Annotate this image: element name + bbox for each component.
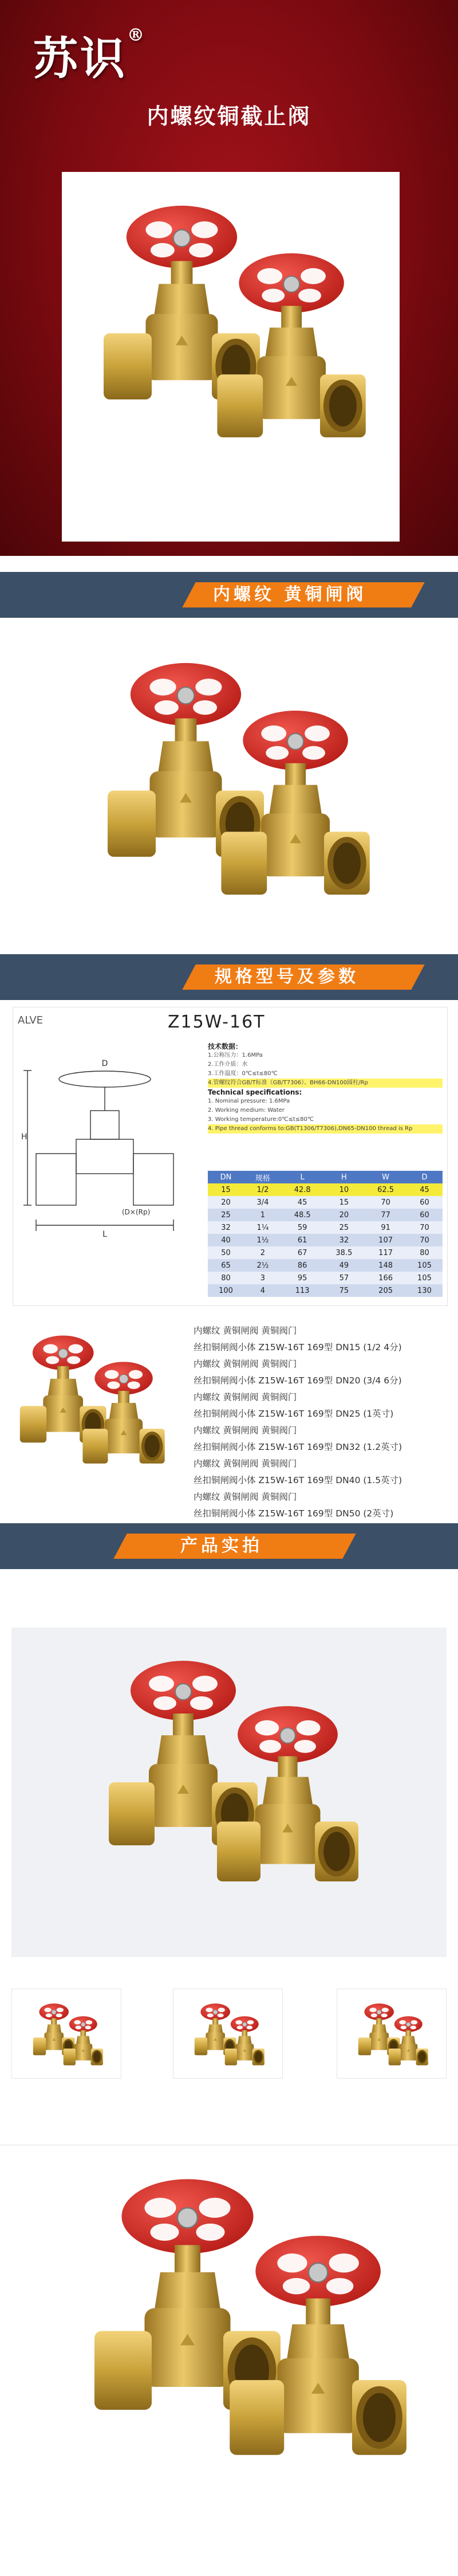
spec-table-cell: 3 [244,1272,282,1284]
col-header: 规格 [244,1171,282,1183]
spec-table-cell: 10 [323,1183,365,1196]
spec-table-cell: 4 [244,1284,282,1297]
gate-valve-pair-image [62,172,400,542]
spec-table-cell: 65 [208,1259,244,1272]
spec-table-cell: 50 [208,1246,244,1259]
spec-table-cell: 49 [323,1259,365,1272]
gate-valve-pair-image [12,1989,121,2078]
product-photo-panel-2 [0,1628,458,1957]
hero-product-photo [62,172,400,542]
model-list-item: 丝扣铜闸阀小体 Z15W-16T 169型 DN50 (2英寸) [194,1508,394,1519]
spec-table-cell: 70 [406,1221,443,1234]
spec-table-cell: 105 [406,1272,443,1284]
spec-table-cell: 45 [282,1196,323,1209]
spec-table-row [208,1221,443,1234]
spec-table-row [208,1183,443,1196]
spec-table-cell: 40 [208,1234,244,1246]
spec-table-row [208,1234,443,1246]
spec-table-cell: 15 [323,1196,365,1209]
col-header: D [406,1171,443,1183]
spec-table-cell: 57 [323,1272,365,1284]
spec-table-cell: 86 [282,1259,323,1272]
gate-valve-pair-image [0,2155,458,2567]
spec-table-cell: 1 [244,1209,282,1221]
spec-table-cell: 1/2 [244,1183,282,1196]
note-en: 1. Nominal pressure: 1.6MPa [208,1098,290,1104]
photo-frame [11,1628,447,1957]
product-photo-panel-3 [0,2155,458,2567]
spec-table-cell: 2½ [244,1259,282,1272]
spec-table-cell: 1¼ [244,1221,282,1234]
brand-name: 苏识 [33,33,128,85]
col-header: L [282,1171,323,1183]
thumbnail-3[interactable] [337,1989,447,2079]
spec-table-cell: 205 [365,1284,406,1297]
spec-corner-text: ALVE [18,1014,44,1026]
spec-table-cell: 75 [323,1284,365,1297]
note-en: 4. Pipe thread conforms to:GB(T1306/T7306),DN65-DN100 thread is Rp [208,1124,443,1134]
spec-table-cell: 148 [365,1259,406,1272]
spec-table-cell: 20 [208,1196,244,1209]
model-list-item: 丝扣铜闸阀小体 Z15W-16T 169型 DN25 (1英寸) [194,1409,394,1419]
spec-notes [208,1042,443,1134]
spec-table-cell: 59 [282,1221,323,1234]
spec-table-cell: 60 [406,1196,443,1209]
note-cn: 3.工作温度：0℃≤t≤80℃ [208,1071,278,1077]
spec-table-cell: 15 [208,1183,244,1196]
spec-table-row [208,1272,443,1284]
svg-text:H: H [21,1132,27,1142]
spec-table-cell: 62.5 [365,1183,406,1196]
spec-table-cell: 48.5 [282,1209,323,1221]
brand-logo [33,23,147,87]
spec-table-row [208,1246,443,1259]
spec-sheet [13,1007,448,1306]
spec-table-cell: 2 [244,1246,282,1259]
banner-title: 产品实拍 [180,1536,263,1556]
svg-text:L: L [102,1230,107,1239]
section-banner-photos [0,1523,458,1569]
gate-valve-pair-image [11,1628,447,1957]
model-list-item: 内螺纹 黄铜闸阀 黄铜阀门 [194,1458,297,1469]
spec-table-cell: 32 [208,1221,244,1234]
section-banner-product [0,572,458,618]
spec-table [208,1171,443,1297]
gate-valve-pair-image [337,1989,446,2078]
model-list [194,1323,445,1522]
divider [0,2144,458,2146]
model-list-item: 内螺纹 黄铜闸阀 黄铜阀门 [194,1425,297,1436]
spec-table-cell: 45 [406,1183,443,1196]
hero-title: 内螺纹铜截止阀 [147,104,311,129]
model-list-item: 内螺纹 黄铜闸阀 黄铜阀门 [194,1392,297,1402]
spec-table-row [208,1284,443,1297]
notes-cn-head: 技术数据： [208,1042,243,1050]
spec-table-row [208,1259,443,1272]
drawing-label: (D×(Rp) [122,1208,151,1216]
spec-table-cell: 91 [365,1221,406,1234]
spec-table-cell: 105 [406,1259,443,1272]
spec-table-cell: 1½ [244,1234,282,1246]
note-cn: 2.工作介质：水 [208,1061,248,1068]
model-list-item: 丝扣铜闸阀小体 Z15W-16T 169型 DN32 (1.2英寸) [194,1442,402,1452]
spec-table-cell: 107 [365,1234,406,1246]
spec-table-cell: 32 [323,1234,365,1246]
model-list-item: 丝扣铜闸阀小体 Z15W-16T 169型 DN15 (1/2 4分) [194,1342,402,1352]
svg-text:D: D [101,1059,108,1068]
spec-table-cell: 3/4 [244,1196,282,1209]
spec-table-cell: 60 [406,1209,443,1221]
notes-en-head: Technical specifications: [208,1088,302,1096]
spec-table-row [208,1196,443,1209]
banner-title: 规格型号及参数 [215,967,359,987]
spec-table-cell: 70 [365,1196,406,1209]
registered-mark: ® [127,25,147,45]
spec-table-cell: 100 [208,1284,244,1297]
spec-table-cell: 117 [365,1246,406,1259]
spec-table-header [208,1171,443,1183]
spec-table-cell: 70 [406,1234,443,1246]
col-header: W [365,1171,406,1183]
hero-section [0,0,458,556]
model-list-item: 内螺纹 黄铜闸阀 黄铜阀门 [194,1492,297,1502]
gate-valve-pair-image [173,1989,282,2078]
spec-table-cell: 38.5 [323,1246,365,1259]
note-cn: 4.管螺纹符合GB/T标准（GB/T7306）、BH66-DN100圆柱/Rp [208,1079,443,1088]
spec-table-cell: 61 [282,1234,323,1246]
gate-valve-pair-image [0,618,458,939]
spec-table-cell: 25 [323,1221,365,1234]
model-list-item: 内螺纹 黄铜闸阀 黄铜阀门 [194,1326,297,1336]
spec-table-cell: 42.8 [282,1183,323,1196]
spec-table-cell: 95 [282,1272,323,1284]
section-banner-specs [0,954,458,1000]
thumbnail-2[interactable] [173,1989,283,2079]
note-cn: 1.公称压力：1.6MPa [208,1052,263,1058]
product-photo-panel-1 [0,618,458,939]
spec-table-cell: 67 [282,1246,323,1259]
note-en: 3. Working temperature:0℃≤t≤80℃ [208,1116,314,1123]
model-list-item: 丝扣铜闸阀小体 Z15W-16T 169型 DN20 (3/4 6分) [194,1375,402,1386]
banner-title: 内螺纹 黄铜闸阀 [213,585,367,605]
spec-table-cell: 113 [282,1284,323,1297]
valve-dimension-drawing [19,1053,191,1260]
note-en: 2. Working medium: Water [208,1107,285,1113]
spec-table-cell: 20 [323,1209,365,1221]
thumbnail-1[interactable] [11,1989,121,2079]
spec-table-cell: 80 [208,1272,244,1284]
spec-table-cell: 80 [406,1246,443,1259]
gate-valve-pair-image [0,1318,189,1507]
spec-table-cell: 25 [208,1209,244,1221]
spec-table-row [208,1209,443,1221]
spec-table-cell: 130 [406,1284,443,1297]
col-header: DN [208,1171,244,1183]
model-list-item: 内螺纹 黄铜闸阀 黄铜阀门 [194,1359,297,1369]
spec-model-number: Z15W-16T [168,1012,266,1032]
spec-table-cell: 77 [365,1209,406,1221]
col-header: H [323,1171,365,1183]
model-list-item: 丝扣铜闸阀小体 Z15W-16T 169型 DN40 (1.5英寸) [194,1475,402,1485]
spec-table-cell: 166 [365,1272,406,1284]
